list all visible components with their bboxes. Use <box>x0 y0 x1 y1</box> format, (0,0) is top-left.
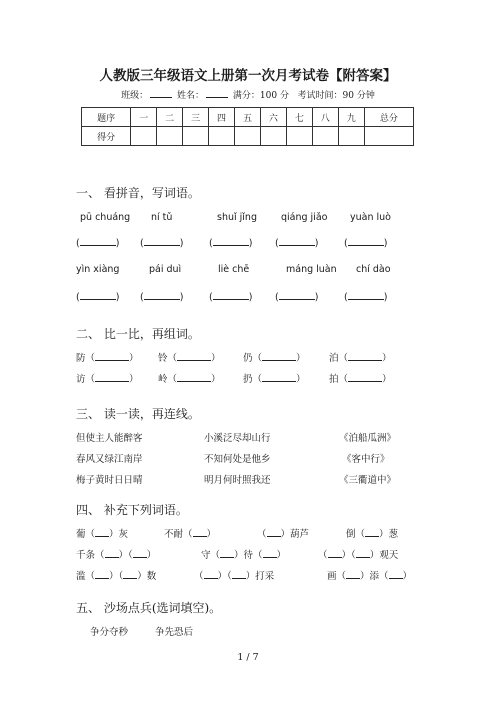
score-header-cell: 六 <box>260 108 286 127</box>
q4-text: （ <box>257 529 267 540</box>
q2-item[interactable]: 扔（ ） <box>243 374 306 385</box>
score-cell[interactable] <box>157 127 183 146</box>
q2-char: 拍 <box>329 374 339 385</box>
q4-idiom[interactable] <box>194 568 274 582</box>
q4-text: ）观天 <box>369 550 399 561</box>
q4-text: ）葫芦 <box>280 529 310 540</box>
q4-text: ）葱 <box>379 529 399 540</box>
q4-idiom[interactable] <box>327 568 412 582</box>
score-cell[interactable] <box>260 127 286 146</box>
q1-heading: 一、 看拼音，写词语。 <box>76 186 200 200</box>
q2-char: 铃 <box>158 353 168 364</box>
q1-answer-box[interactable]: ( ) <box>344 238 388 249</box>
score-cell[interactable] <box>286 127 312 146</box>
q4-text: ）添（ <box>360 571 389 582</box>
q4-text: 画（ <box>327 571 347 582</box>
class-blank[interactable] <box>150 88 172 98</box>
q1-pinyin: pái duì <box>149 264 182 275</box>
q2-item[interactable]: 岭（ ） <box>158 374 221 385</box>
q3-line-middle[interactable]: 明月何时照我还 <box>204 475 271 486</box>
q1-pinyin: qiáng jiǎo <box>281 212 328 223</box>
q5-word-option: 争分夺秒 <box>90 627 129 638</box>
q4-text: 千条（ <box>76 550 105 561</box>
q1-pinyin: liè chē <box>218 264 250 275</box>
q1-answer-box[interactable]: ( ) <box>76 238 120 249</box>
q1-answer-box[interactable]: ( ) <box>275 292 319 303</box>
score-cell[interactable] <box>338 127 364 146</box>
exam-info-line <box>0 88 496 101</box>
q3-heading: 三、 读一读，再连线。 <box>76 407 200 421</box>
score-header-cell: 总分 <box>364 108 413 127</box>
score-table-score-row <box>82 127 414 146</box>
name-blank[interactable] <box>206 88 228 98</box>
score-table <box>81 107 414 146</box>
q2-char: 访 <box>76 374 86 385</box>
q2-char: 扔 <box>243 374 253 385</box>
q4-text: ）待（ <box>234 550 263 561</box>
score-cell[interactable] <box>131 127 157 146</box>
q1-pinyin: yìn xiàng <box>76 264 120 275</box>
score-header-cell: 一 <box>131 108 157 127</box>
q4-idiom[interactable] <box>76 568 156 582</box>
score-header-cell: 三 <box>183 108 209 127</box>
q4-text: （ <box>194 571 204 582</box>
q4-idiom[interactable] <box>164 526 216 540</box>
name-label: 姓名： <box>177 91 205 101</box>
q4-idiom[interactable] <box>76 526 128 540</box>
q4-text: 葡（ <box>76 529 96 540</box>
q3-line-left[interactable]: 春风又绿江南岸 <box>76 454 143 465</box>
score-header-cell: 五 <box>235 108 261 127</box>
q4-idiom[interactable] <box>318 547 398 561</box>
q4-idiom[interactable] <box>76 547 156 561</box>
q4-idiom[interactable] <box>346 526 398 540</box>
q4-heading: 四、 补充下列词语。 <box>76 503 188 517</box>
q4-text: （ <box>318 550 328 561</box>
q2-item[interactable]: 铃（ ） <box>158 353 221 364</box>
exam-time: 考试时间：90 分钟 <box>297 91 375 101</box>
score-cell[interactable] <box>209 127 235 146</box>
q4-text: ）（ <box>217 571 232 582</box>
q4-text: ）数 <box>137 571 157 582</box>
q3-line-left[interactable]: 但使主人能醉客 <box>76 433 143 444</box>
q1-answer-box[interactable]: ( ) <box>140 292 184 303</box>
q4-text: 不耐（ <box>164 529 193 540</box>
q1-answer-box[interactable]: ( ) <box>209 292 253 303</box>
q4-text: ）（ <box>109 571 124 582</box>
q2-char: 岭 <box>158 374 168 385</box>
q2-item[interactable]: 访（ ） <box>76 374 139 385</box>
q3-poem-title[interactable]: 《泊船瓜洲》 <box>339 433 397 444</box>
q4-text: ）打采 <box>245 571 275 582</box>
score-cell[interactable] <box>235 127 261 146</box>
q5-word-option: 争先恐后 <box>155 627 194 638</box>
q1-answer-box[interactable]: ( ) <box>344 292 388 303</box>
q1-pinyin: máng luàn <box>286 264 337 275</box>
q1-pinyin: ní tǔ <box>151 212 173 223</box>
score-header-cell: 八 <box>312 108 338 127</box>
score-header-cell: 题序 <box>82 108 131 127</box>
q2-heading: 二、 比一比，再组词。 <box>76 327 200 341</box>
score-table-header-row <box>82 108 414 127</box>
q3-poem-title[interactable]: 《客中行》 <box>342 454 390 465</box>
q3-line-middle[interactable]: 小溪泛尽却山行 <box>204 433 271 444</box>
q2-item[interactable]: 仍（ ） <box>243 353 306 364</box>
page-title: 人教版三年级语文上册第一次月考试卷【附答案】 <box>99 68 397 84</box>
q2-item[interactable]: 拍（ ） <box>329 374 392 385</box>
q4-text: ）（ <box>341 550 356 561</box>
q3-line-middle[interactable]: 不知何处是他乡 <box>204 454 271 465</box>
score-row-label: 得分 <box>82 127 131 146</box>
q2-char: 仍 <box>243 353 253 364</box>
q3-poem-title[interactable]: 《三衢道中》 <box>339 475 397 486</box>
q2-item[interactable]: 防（ ） <box>76 353 139 364</box>
q4-idiom[interactable] <box>257 526 309 540</box>
score-cell[interactable] <box>183 127 209 146</box>
q1-answer-box[interactable]: ( ) <box>209 238 253 249</box>
q1-answer-box[interactable]: ( ) <box>275 238 319 249</box>
class-label: 班级： <box>121 91 149 101</box>
q1-pinyin: pū chuáng <box>80 212 131 223</box>
q4-text: ）灰 <box>109 529 129 540</box>
score-cell[interactable] <box>312 127 338 146</box>
q4-idiom[interactable] <box>201 547 286 561</box>
q4-text: ） <box>206 529 217 540</box>
q2-char: 泊 <box>329 353 339 364</box>
q4-text: 滥（ <box>76 571 96 582</box>
q4-text: ） <box>146 550 157 561</box>
q1-answer-box[interactable]: ( ) <box>140 238 184 249</box>
q4-text: 倒（ <box>346 529 366 540</box>
score-header-cell: 九 <box>338 108 364 127</box>
score-cell[interactable] <box>364 127 413 146</box>
score-header-cell: 七 <box>286 108 312 127</box>
q2-char: 防 <box>76 353 86 364</box>
score-header-cell: 四 <box>209 108 235 127</box>
q1-pinyin: yuàn luò <box>350 212 391 223</box>
score-header-cell: 二 <box>157 108 183 127</box>
full-score: 满分：100 分 <box>232 91 289 101</box>
q2-item[interactable]: 泊（ ） <box>329 353 392 364</box>
q5-heading: 五、 沙场点兵(选词填空)。 <box>76 601 222 615</box>
q3-line-left[interactable]: 梅子黄时日日晴 <box>76 475 143 486</box>
page-number: 1 / 7 <box>237 652 259 663</box>
q1-pinyin: shuǐ jǐng <box>217 212 257 223</box>
q1-pinyin: chí dào <box>356 264 391 275</box>
q4-text: ）（ <box>118 550 133 561</box>
q4-text: 守（ <box>201 550 221 561</box>
q1-answer-box[interactable]: ( ) <box>76 292 120 303</box>
q4-text: ） <box>402 571 413 582</box>
q4-text: ） <box>276 550 287 561</box>
